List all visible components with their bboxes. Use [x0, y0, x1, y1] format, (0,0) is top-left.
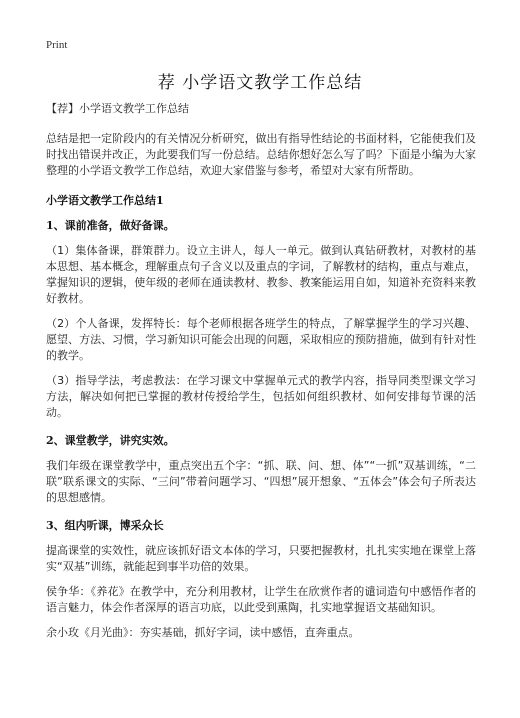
- paragraph: 余小玫《月光曲》：夯实基础，抓好字词，读中感悟，直奔重点。: [46, 626, 360, 639]
- intro-paragraph: 总结是把一定阶段内的有关情况分析研究，做出有指导性结论的书面材料，它能使我们及时找出错误并改正，为此要我们写一份总结。总结你想好怎么写了吗？下面是小编为大家整理的小学语文教学工作总结，欢迎大家借鉴与参考，希望对大家有所帮助。: [46, 132, 476, 177]
- section-heading-1: 1、课前准备，做好备课。: [46, 219, 175, 232]
- paragraph: 侯争华：《养花》在教学中，充分利用教材，让学生在欣赏作者的谴词造句中感悟作者的语言魅力，体会作者深厚的语言功底，以此受到熏陶，扎实地掌握语文基础知识。: [46, 585, 476, 614]
- paragraph: （1）集体备课，群策群力。设立主讲人，每人一单元。做到认真钻研教材，对教材的基本思想、基本概念，理解重点句子含义以及重点的字词，了解教材的结构，重点与难点，掌握知识的逻辑，使年级的老师在通读教材、教参、教案能运用自如，知道补充资料来教好教材。: [46, 244, 476, 305]
- paragraph: 提高课堂的实效性，就应该抓好语文本体的学习，只要把握教材，扎扎实实地在课堂上落实“双基”训练，就能起到事半功倍的效果。: [46, 544, 476, 573]
- main-heading: 小学语文教学工作总结1: [46, 194, 164, 207]
- article-body: [46, 101, 476, 650]
- section-heading-3: 3、组内听课，博采众长: [46, 519, 164, 532]
- lead-line: 【荐】小学语文教学工作总结: [46, 102, 189, 115]
- section-heading-2: 2、课堂教学，讲究实效。: [46, 434, 175, 447]
- print-link[interactable]: Print: [46, 39, 68, 51]
- page-title: 荐 小学语文教学工作总结: [157, 73, 363, 93]
- paragraph: （3）指导学法，考虑教法：在学习课文中掌握单元式的教学内容，指导同类型课文学习方法，解决如何把已掌握的教材传授给学生，包括如何组织教材、如何安排每节课的活动。: [46, 374, 476, 419]
- paragraph: （2）个人备课，发挥特长：每个老师根据各班学生的特点，了解掌握学生的学习兴趣、愿望、方法、习惯，学习新知识可能会出现的问题，采取相应的预防措施，做到有针对性的教学。: [46, 317, 476, 362]
- paragraph: 我们年级在课堂教学中，重点突出五个字：“抓、联、问、想、体”“一抓”双基训练，“二联”联系课文的实际、“三问”带着问题学习、“四想”展开想象、“五体会”体会句子所表达的思想感情。: [46, 459, 476, 504]
